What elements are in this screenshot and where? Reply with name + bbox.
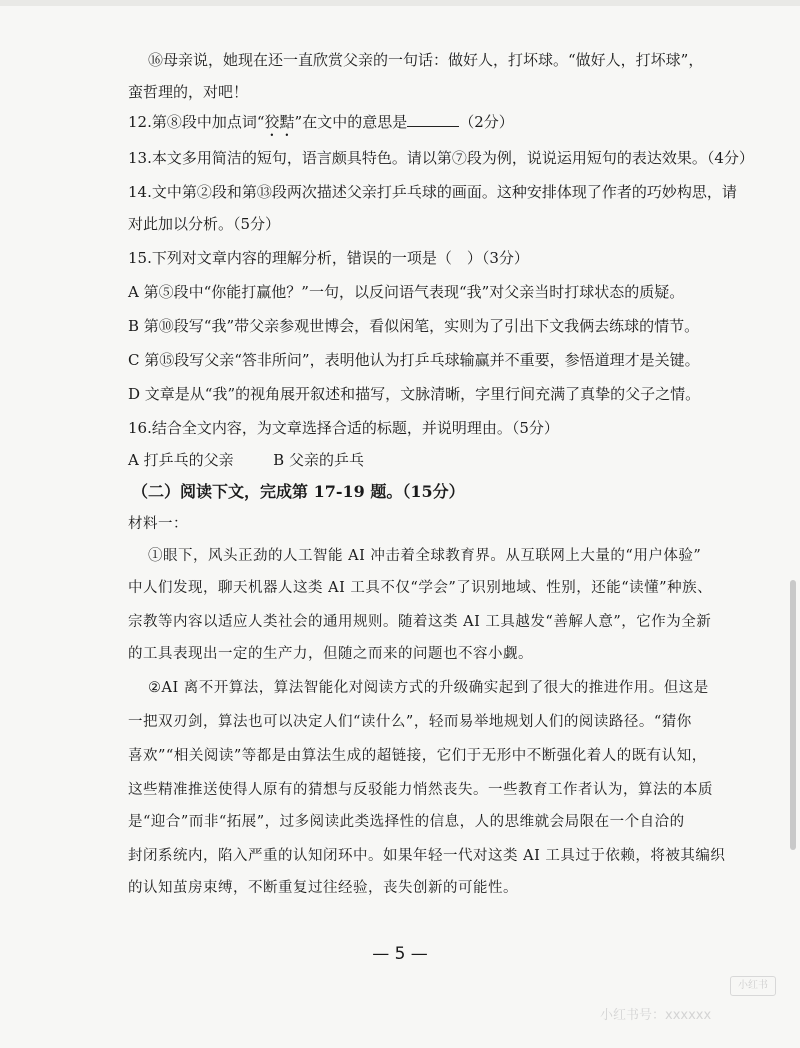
para2-line2: 一把双刃剑，算法也可以决定人们“读什么”，轻而易举地规划人们的阅读路径。“猜你 [128,714,692,730]
question-16-stem: 16.结合全文内容，为文章选择合适的标题，并说明理由。（5分） [128,419,559,437]
question-14-line1: 14.文中第②段和第⑬段两次描述父亲打乒乓球的画面。这种安排体现了作者的巧妙构思，请 [128,183,737,201]
q16-option-a: A 打乒乓的父亲 [128,451,234,469]
q16-options [128,450,728,470]
question-14-line2: 对此加以分析。（5分） [128,215,281,233]
para2-line3: 喜欢”“相关阅读”等都是由算法生成的超链接，它们于无形中不断强化着人的既有认知， [128,748,707,764]
para2-line6: 封闭系统内，陷入严重的认知闭环中。如果年轻一代对这类 AI 工具过于依赖，将被其编织 [128,848,726,864]
top-edge-shadow [0,0,800,6]
para1-line4: 的工具表现出一定的生产力，但随之而来的问题也不容小觑。 [128,646,533,662]
q16-option-b: B 父亲的乒乓 [273,451,364,469]
question-15-stem: 15.下列对文章内容的理解分析，错误的一项是（ ）（3分） [128,249,529,267]
para2-line7: 的认知茧房束缚，不断重复过往经验，丧失创新的可能性。 [128,880,518,896]
para2-line5: 是“迎合”而非“拓展”，过多阅读此类选择性的信息，人的思维就会局限在一个自洽的 [128,814,685,830]
para2-line4: 这些精准推送使得人原有的猜想与反驳能力悄然丧失。一些教育工作者认为，算法的本质 [128,782,713,798]
section-2-title: （二）阅读下文，完成第 17-19 题。（15分） [132,482,465,501]
q15-option-c: C 第⑮段写父亲“答非所问”，表明他认为打乒乓球输赢并不重要，参悟道理才是关键。 [128,351,700,369]
q11-tail-line2: 蛮哲理的，对吧！ [128,83,249,101]
scrollbar-thumb[interactable] [790,580,796,850]
para1-line2: 中人们发现，聊天机器人这类 AI 工具不仅“学会”了识别地域、性别，还能“读懂”种族、 [128,580,713,596]
q12-score: （2分） [459,113,514,131]
question-13: 13.本文多用简洁的短句，语言颇具特色。请以第⑦段为例，说说运用短句的表达效果。（4分） [128,149,754,167]
q12-dotted-word: 狡黠 [264,113,295,131]
para1-line3: 宗教等内容以适应人类社会的通用规则。随着这类 AI 工具越发“善解人意”，它作为全新 [128,614,712,630]
q12-before: 12.第⑧段中加点词“ [128,113,265,131]
watermark-logo: 小红书 [730,976,776,996]
page-number: — 5 — [372,944,428,964]
para2-line1: ②AI 离不开算法，算法智能化对阅读方式的升级确实起到了很大的推进作用。但这是 [148,680,709,696]
question-12 [128,112,728,140]
q15-option-d: D 文章是从“我”的视角展开叙述和描写，文脉清晰，字里行间充满了真挚的父子之情。 [128,385,701,403]
q11-tail-line1: ⑯母亲说，她现在还一直欣赏父亲的一句话：做好人，打坏球。“做好人，打坏球”， [148,51,704,69]
q15-option-b: B 第⑩段写“我”带父亲参观世博会，看似闲笔，实则为了引出下文我俩去练球的情节。 [128,317,700,335]
material-label: 材料一： [128,516,188,532]
answer-blank [407,112,459,127]
watermark-text: 小红书号：xxxxxx [600,1008,712,1023]
para1-line1: ①眼下，风头正劲的人工智能 AI 冲击着全球教育界。从互联网上大量的“用户体验” [148,548,702,564]
q15-option-a: A 第⑤段中“你能打赢他？”一句，以反问语气表现“我”对父亲当时打球状态的质疑。 [128,283,685,301]
q12-after: ”在文中的意思是 [294,113,408,131]
